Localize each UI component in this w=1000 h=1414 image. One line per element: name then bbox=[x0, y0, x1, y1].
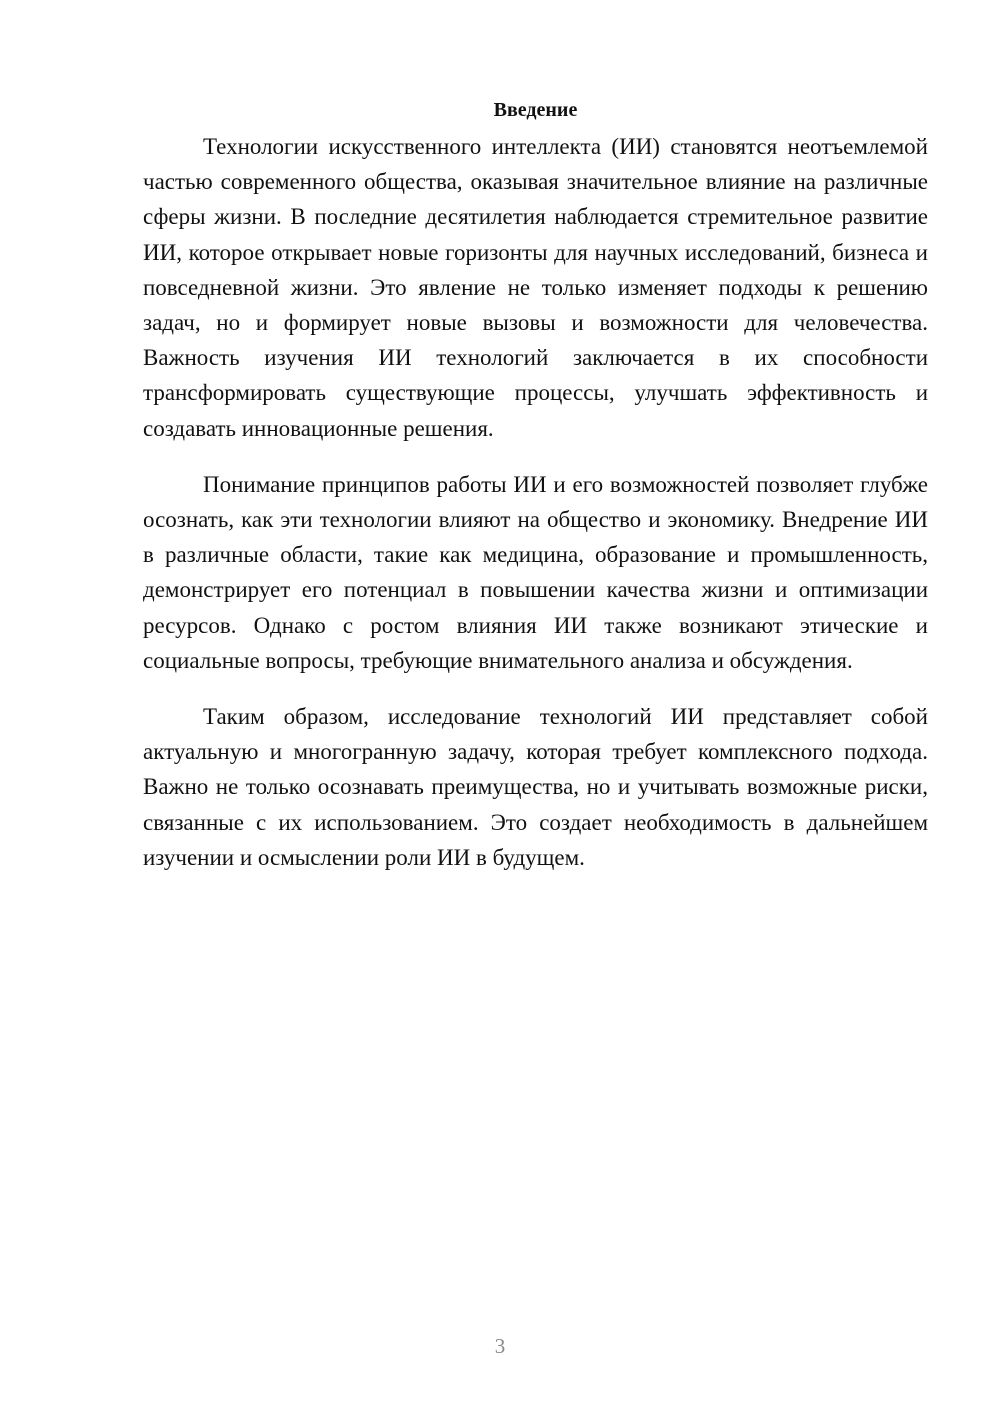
section-heading: Введение bbox=[493, 99, 578, 121]
paragraph-3: Таким образом, исследование технологий ИИ представляет собой актуальную и многогранную задачу, которая требует комплексного подхода. Важно не только осознавать преимущества, но и учитывать возможные риски, связанные с их использованием. Это создает необходимость в дальнейшем изучении и осмыслении роли ИИ в будущем. bbox=[143, 704, 928, 870]
paragraph-1: Технологии искусственного интеллекта (ИИ) становятся неотъемлемой частью современного общества, оказывая значительное влияние на различные сферы жизни. В последние десятилетия наблюдается стремительное развитие ИИ, которое открывает новые горизонты для научных исследований, бизнеса и повседневной жизни. Это явление не только изменяет подходы к решению задач, но и формирует новые вызовы и возможности для человечества. Важность изучения ИИ технологий заключается в их способности трансформировать существующие процессы, улучшать эффективность и создавать инновационные решения. bbox=[143, 134, 928, 441]
page-content bbox=[143, 96, 928, 896]
paragraph-2: Понимание принципов работы ИИ и его возможностей позволяет глубже осознать, как эти технологии влияют на общество и экономику. Внедрение ИИ в различные области, такие как медицина, образование и промышленность, демонстрирует его потенциал в повышении качества жизни и оптимизации ресурсов. Однако с ростом влияния ИИ также возникают этические и социальные вопросы, требующие внимательного анализа и обсуждения. bbox=[143, 471, 928, 673]
page-number: 3 bbox=[494, 1334, 506, 1358]
